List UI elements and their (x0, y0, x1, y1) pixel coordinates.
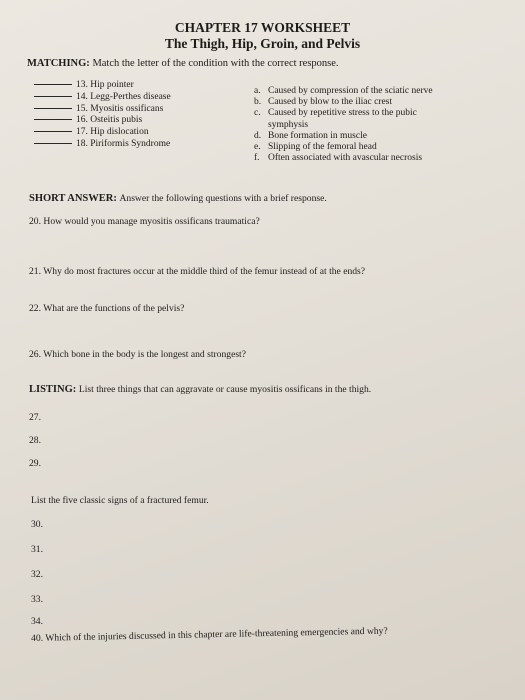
listing-label: LISTING: (29, 384, 77, 395)
matching-label: MATCHING: (27, 58, 90, 69)
question-22: 22. What are the functions of the pelvis? (29, 303, 185, 314)
matching-choice: e. Slipping of the femoral head (254, 142, 377, 153)
question-40: 40. Which of the injuries discussed in this chapter are life-threatening emergencies and why? (31, 625, 388, 644)
matching-item: 15. Myositis ossificans (34, 104, 171, 116)
fractured-femur-prompt: List the five classic signs of a fractured femur. (31, 495, 209, 506)
list-number: 31. (31, 544, 43, 555)
matching-choice: b. Caused by blow to the iliac crest (254, 97, 392, 108)
page-title: CHAPTER 17 WORKSHEET (174, 20, 351, 35)
matching-item: 13. Hip pointer (34, 80, 171, 92)
short-answer-instruction: Answer the following questions with a brief response. (119, 193, 327, 204)
question-21: 21. Why do most fractures occur at the middle third of the femur instead of at the ends? (29, 266, 366, 277)
matching-choice: a. Caused by compression of the sciatic nerve (254, 86, 433, 96)
list-number: 33. (31, 594, 43, 605)
matching-choice: symphysis (268, 119, 309, 130)
answer-blank[interactable] (34, 119, 72, 120)
list-number: 34. (31, 616, 43, 627)
answer-blank[interactable] (34, 108, 72, 109)
matching-item: 16. Osteitis pubis (34, 115, 171, 127)
listing-header (29, 384, 371, 395)
short-answer-header (29, 193, 327, 204)
answer-blank[interactable] (34, 84, 72, 85)
page-subtitle: The Thigh, Hip, Groin, and Pelvis (164, 36, 361, 51)
matching-items (34, 80, 171, 151)
answer-blank[interactable] (34, 96, 72, 97)
listing-instruction: List three things that can aggravate or cause myositis ossificans in the thigh. (78, 384, 372, 395)
matching-choices (254, 86, 433, 164)
answer-blank[interactable] (34, 143, 72, 144)
list-number: 27. (29, 412, 41, 423)
question-20: 20. How would you manage myositis ossificans traumatica? (29, 216, 260, 227)
matching-item: 18. Piriformis Syndrome (34, 139, 171, 151)
list-number: 30. (31, 519, 43, 530)
matching-choice: c. Caused by repetitive stress to the pubic (254, 108, 417, 119)
list-number: 28. (29, 435, 41, 446)
list-number: 29. (29, 458, 41, 469)
matching-choice: d. Bone formation in muscle (254, 130, 367, 141)
list-number: 32. (31, 569, 43, 580)
matching-item: 17. Hip dislocation (34, 127, 171, 139)
question-26: 26. Which bone in the body is the longest and strongest? (29, 349, 246, 360)
matching-choice: f. Often associated with avascular necrosis (254, 153, 423, 164)
answer-blank[interactable] (34, 131, 72, 132)
short-answer-label: SHORT ANSWER: (29, 193, 117, 204)
matching-header (27, 58, 339, 69)
matching-instruction: Match the letter of the condition with the correct response. (92, 58, 339, 69)
matching-item: 14. Legg-Perthes disease (34, 92, 171, 104)
